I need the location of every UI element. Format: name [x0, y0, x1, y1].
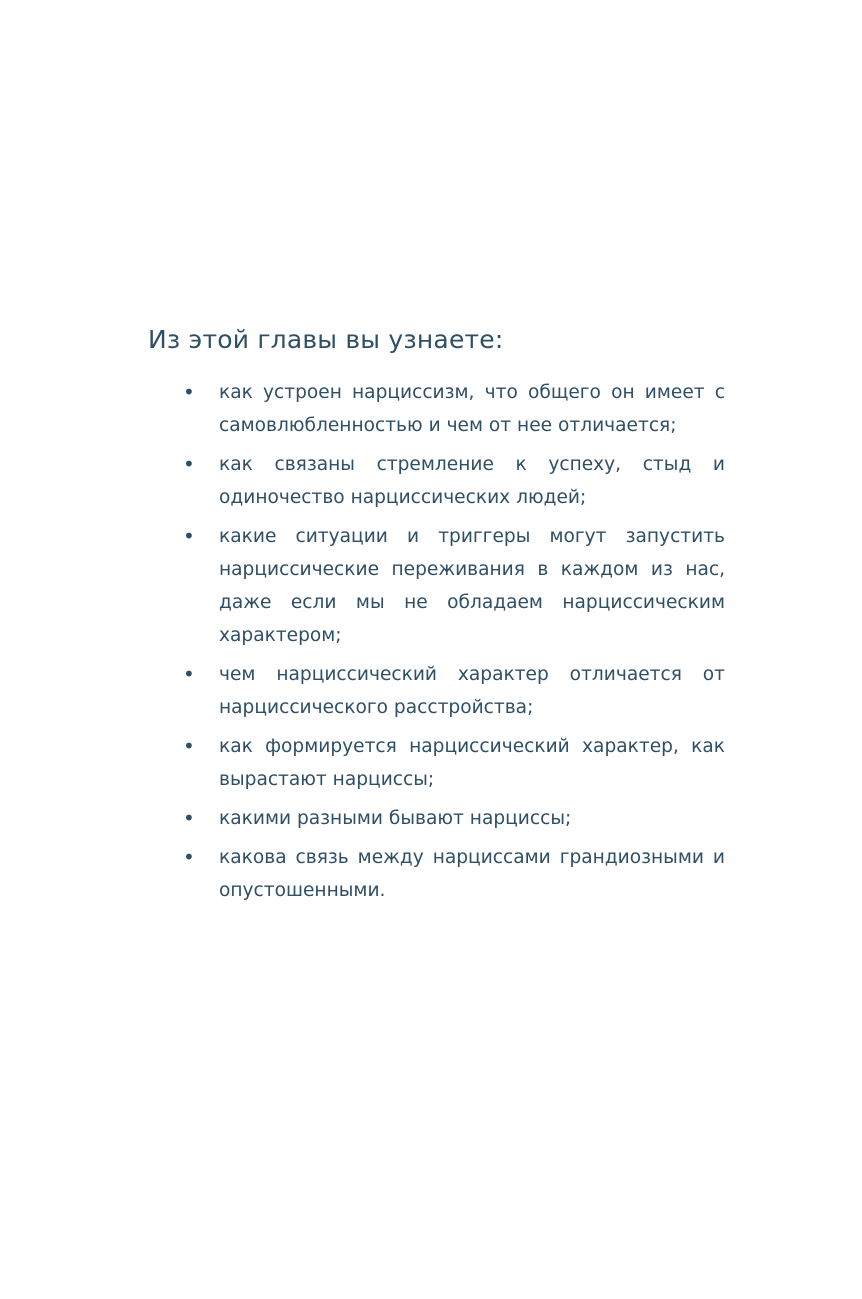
list-item: [0, 841, 862, 907]
bullet-icon: •: [183, 806, 195, 830]
list-item: [0, 376, 862, 442]
list-item-text: как устроен нарциссизм, что общего он имеет с самовлюбленностью и чем от нее отличается;: [219, 382, 725, 436]
list-item: [0, 730, 862, 796]
list-item: [0, 802, 862, 835]
list-item-text: какие ситуации и триггеры могут запустить нарциссические переживания в каждом из нас, даже если мы не обладаем нарциссическим характером;: [219, 526, 725, 646]
list-item: [0, 520, 862, 652]
bullet-icon: •: [183, 734, 195, 758]
list-item-text: как формируется нарциссический характер, как вырастают нарциссы;: [219, 736, 725, 790]
list-item: [0, 658, 862, 724]
chapter-intro-heading: Из этой главы вы узнаете:: [148, 325, 504, 354]
list-item-text: какими разными бывают нарциссы;: [219, 808, 572, 829]
bullet-icon: •: [183, 662, 195, 686]
bullet-icon: •: [183, 452, 195, 476]
list-item-text: чем нарциссический характер отличается от нарциссического расстройства;: [219, 664, 725, 718]
list-item-text: как связаны стремление к успеху, стыд и одиночество нарциссических людей;: [219, 454, 725, 508]
list-item-text: какова связь между нарциссами грандиозными и опустошенными.: [219, 847, 725, 901]
learning-points-list: [0, 376, 862, 907]
bullet-icon: •: [183, 524, 195, 548]
bullet-icon: •: [183, 380, 195, 404]
bullet-icon: •: [183, 845, 195, 869]
list-item: [0, 448, 862, 514]
